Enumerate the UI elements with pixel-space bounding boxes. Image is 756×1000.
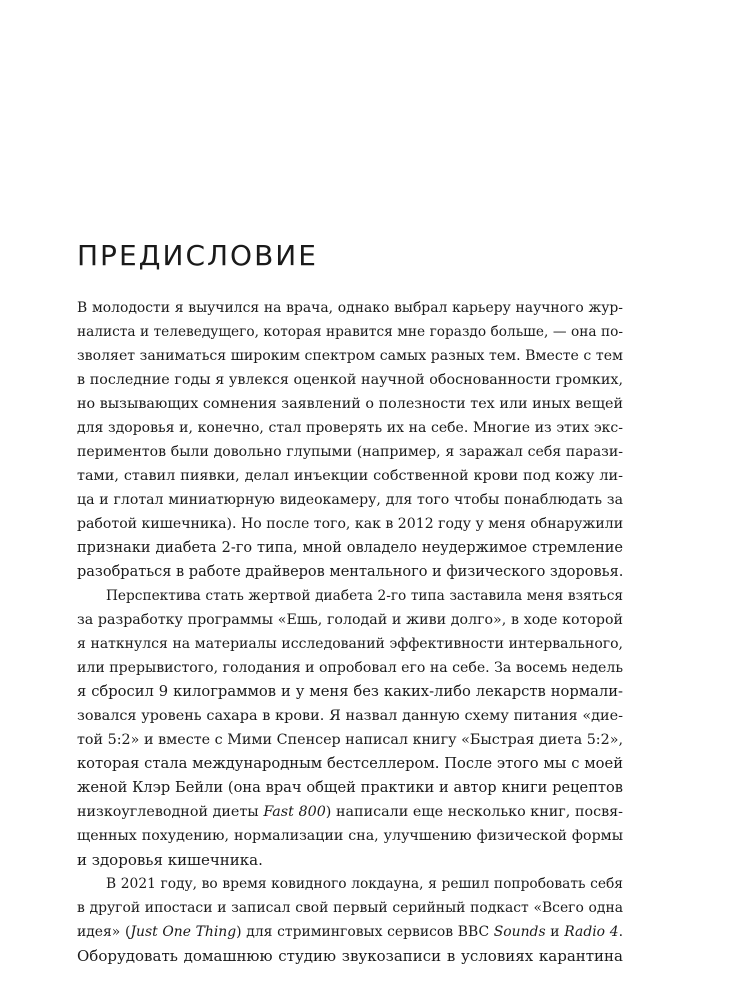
italic-title: Radio 4 [564, 924, 619, 940]
text-segment: и [545, 924, 565, 940]
text-line: но вызывающих сомнения заявлений о полезности тех или иных вещей [77, 396, 623, 412]
italic-title: Fast 800 [263, 804, 326, 820]
text-line: или прерывистого, голодания и опробовал его на себе. За восемь недель [77, 660, 623, 676]
text-line: Оборудовать домашнюю студию звукозаписи в условиях карантина [77, 947, 623, 965]
text-line [77, 800, 623, 824]
text-segment: ) написали еще несколько книг, посвя- [325, 804, 623, 820]
italic-title: Just One Thing [130, 924, 237, 940]
text-line: зовался уровень сахара в крови. Я назвал данную схему питания «дие- [77, 708, 623, 724]
text-line: разобраться в работе драйверов ментального и физического здоровья. [77, 564, 623, 580]
text-line: зволяет заниматься широким спектром самых разных тем. Вместе с тем [77, 348, 623, 364]
text-line: щенных похудению, нормализации сна, улучшению физической формы [77, 828, 623, 844]
text-line: я наткнулся на материалы исследований эффективности интервального, [77, 636, 623, 652]
text-line: Перспектива стать жертвой диабета 2-го типа заставила меня взяться [106, 588, 623, 604]
text-line: той 5:2» и вместе с Мими Спенсер написал книгу «Быстрая диета 5:2», [77, 732, 623, 748]
text-line: женой Клэр Бейли (она врач общей практики и автор книги рецептов [77, 779, 623, 796]
text-line: и здоровья кишечника. [77, 851, 263, 869]
chapter-title: ПРЕДИСЛОВИЕ [77, 239, 318, 272]
text-line: которая стала международным бестселлером. После этого мы с моей [77, 755, 623, 772]
text-segment: ) для стриминговых сервисов BBC [236, 924, 494, 940]
text-line: за разработку программы «Ешь, голодай и живи долго», в ходе которой [77, 612, 623, 628]
body-text [77, 296, 623, 968]
text-line: В молодости я выучился на врача, однако выбрал карьеру научного жур- [77, 300, 623, 316]
italic-title: Sounds [493, 924, 546, 940]
text-line [77, 920, 623, 944]
text-segment: . [618, 924, 623, 940]
text-line: в другой ипостаси и записал свой первый серийный подкаст «Всего одна [77, 900, 623, 916]
text-line: в последние годы я увлекся оценкой научной обоснованности громких, [77, 372, 623, 388]
text-line: для здоровья и, конечно, стал проверять их на себе. Многие из этих экс- [77, 420, 623, 436]
text-line: тами, ставил пиявки, делал инъекции собственной крови под кожу ли- [77, 468, 623, 484]
text-line: периментов были довольно глупыми (например, я заражал себя парази- [77, 444, 623, 460]
text-line: признаки диабета 2-го типа, мной овладело неудержимое стремление [77, 540, 623, 556]
text-line: налиста и телеведущего, которая нравится мне гораздо больше, — она по- [77, 324, 623, 340]
text-segment: идея» ( [77, 924, 131, 940]
text-line: В 2021 году, во время ковидного локдауна, я решил попробовать себя [106, 876, 623, 892]
text-segment: низкоуглеводной диеты [77, 804, 264, 820]
text-line: ца и глотал миниатюрную видеокамеру, для того чтобы понаблюдать за [77, 492, 623, 508]
text-line: работой кишечника). Но после того, как в 2012 году у меня обнаружили [77, 516, 623, 532]
text-line: я сбросил 9 килограммов и у меня без каких-либо лекарств нормали- [77, 683, 623, 700]
